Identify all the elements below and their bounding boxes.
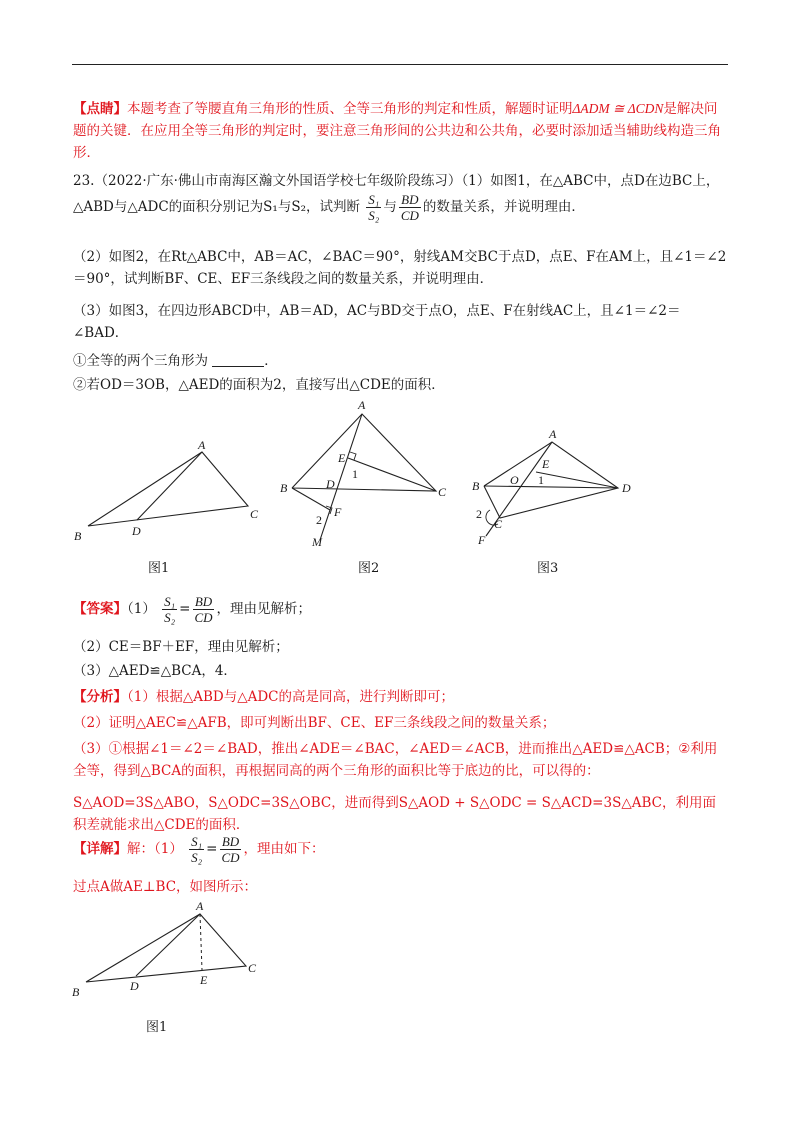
analysis-tag: 【分析】 bbox=[73, 689, 127, 705]
fig4-label-b: B bbox=[72, 985, 80, 999]
figure-1 bbox=[70, 440, 270, 554]
problem-23-part1 bbox=[73, 170, 729, 223]
fig4-segment-ad bbox=[136, 914, 200, 976]
fig3-label-o: O bbox=[510, 473, 519, 487]
detail-line-1: 【详解】解：（1） $\frac{\text{S₁}}{\text{S₂}}$ = $\frac{BD}{CD}$ ，理由如下： bbox=[73, 834, 325, 865]
answer-frac-bd: $\frac{BD}{CD}$ bbox=[194, 594, 213, 625]
figure-1-caption: 图1 bbox=[148, 561, 170, 576]
fig4-label-e: E bbox=[200, 973, 208, 987]
fig3-diagonal-bd bbox=[484, 486, 618, 488]
figure-3-caption: 图3 bbox=[537, 561, 559, 576]
fig2-label-m: M bbox=[312, 535, 322, 549]
fig1-segment-ad bbox=[137, 452, 202, 520]
answer-line-2: （2）CE＝BF＋EF，理由见解析； bbox=[73, 639, 289, 655]
dianjing-text-b: 是解决问题的关键．在应用全等三角形的判定时，要注意三角形间的公共边和公共角，必要时添加适当辅助线构造三角形． bbox=[73, 101, 721, 161]
fig3-angle-2: 2 bbox=[476, 507, 482, 521]
dianjing-text-a: 本题考查了等腰直角三角形的性质、全等三角形的判定和性质，解题时证明 bbox=[127, 101, 573, 117]
figure-2 bbox=[280, 400, 470, 554]
fig2-segment-bf bbox=[292, 488, 330, 510]
fig1-triangle bbox=[88, 452, 248, 526]
analysis-line-4: S△AOD=3S△ABO，S△ODC=3S△OBC，进而得到S△AOD + S△ODC = S△ACD=3S△ABC，利用面积差就能求出△CDE的面积． bbox=[73, 795, 716, 833]
fig3-label-c: C bbox=[494, 517, 503, 531]
fig2-label-f: F bbox=[334, 505, 342, 519]
answer-line-3: （3）△AED≌△BCA，4． bbox=[73, 663, 237, 679]
detail-frac-s: $\frac{\text{S₁}}{\text{S₂}}$ bbox=[191, 834, 203, 865]
fig2-label-a: A bbox=[358, 398, 366, 412]
fig4-altitude-ae bbox=[200, 914, 202, 970]
fig4-label-d: D bbox=[130, 979, 139, 993]
fig3-quadrilateral bbox=[484, 442, 618, 518]
question-2: ②若OD＝3OB，△AED的面积为2，直接写出△CDE的面积． bbox=[73, 377, 445, 393]
fraction-bd-cd: $\frac{BD}{CD}$ bbox=[400, 192, 419, 223]
problem-source: （2022·广东·佛山市南海区瀚文外国语学校七年级阶段练习） bbox=[94, 173, 462, 189]
problem-number: 23. bbox=[73, 173, 95, 189]
fig2-angle-2: 2 bbox=[316, 513, 322, 527]
fig3-label-e: E bbox=[542, 457, 550, 471]
answer-line-1: 【答案】（1） $\frac{\text{S₁}}{\text{S₂}}$ = $\frac{BD}{CD}$ ，理由见解析； bbox=[73, 594, 312, 625]
fig2-label-b: B bbox=[280, 481, 288, 495]
fig4-label-a: A bbox=[196, 899, 204, 913]
answer-tag: 【答案】 bbox=[73, 601, 127, 617]
figure-3 bbox=[470, 428, 650, 552]
fig4-triangle bbox=[86, 914, 246, 982]
fraction-s1-s2: $\frac{\text{S₁}}{\text{S₂}}$ bbox=[368, 192, 380, 223]
fig2-triangle bbox=[292, 414, 436, 491]
part1-text-b: 的数量关系，并说明理由． bbox=[422, 199, 585, 215]
part1-text-a: （1）如图1，在△ABC中，点D在边BC上，△ABD与△ADC的面积分别记为S₁与S₂，试判断 bbox=[73, 173, 720, 215]
fig2-label-e: E bbox=[338, 451, 346, 465]
fig2-label-d: D bbox=[326, 477, 335, 491]
problem-23-part2: （2）如图2，在Rt△ABC中，AB＝AC，∠BAC＝90°，射线AM交BC于点D，点E、F在AM上，且∠1＝∠2＝90°，试判断BF、CE、EF三条线段之间的数量关系，并说明理由． bbox=[73, 249, 727, 287]
fig1-label-d: D bbox=[132, 524, 141, 538]
fig3-angle-1: 1 bbox=[538, 473, 544, 487]
fig2-angle-1: 1 bbox=[352, 467, 358, 481]
question-1: ①全等的两个三角形为 ． bbox=[73, 353, 278, 369]
fig2-segment-ce bbox=[348, 458, 436, 491]
analysis-line-2: （2）证明△AEC≌△AFB，即可判断出BF、CE、EF三条线段之间的数量关系； bbox=[73, 715, 556, 731]
detail-tag: 【详解】 bbox=[73, 841, 127, 857]
fig3-label-d: D bbox=[622, 481, 631, 495]
answer-blank bbox=[212, 352, 264, 367]
analysis-line-3: （3）①根据∠1＝∠2＝∠BAD，推出∠ADE＝∠BAC，∠AED＝∠ACB，进而推出△AED≌△ACB；②利用全等，得到△BCA的面积，再根据同高的两个三角形的面积比等于底边的比，可以得的： bbox=[73, 741, 718, 779]
fig2-label-c: C bbox=[438, 485, 447, 499]
dianjing-paragraph bbox=[73, 98, 729, 164]
fig1-label-c: C bbox=[250, 507, 259, 521]
header-rule bbox=[72, 64, 728, 65]
fig4-label-c: C bbox=[248, 961, 257, 975]
problem-23-part3: （3）如图3，在四边形ABCD中，AB＝AD，AC与BD交于点O，点E、F在射线AC上，且∠1＝∠2＝∠BAD． bbox=[73, 303, 681, 341]
detail-frac-bd: $\frac{BD}{CD}$ bbox=[221, 834, 240, 865]
analysis-line-1: 【分析】（1）根据△ABD与△ADC的高是同高，进行判断即可； bbox=[73, 689, 454, 705]
dianjing-tag: 【点睛】 bbox=[73, 101, 127, 117]
fig3-label-b: B bbox=[472, 479, 480, 493]
fig1-label-a: A bbox=[198, 438, 206, 452]
fig1-label-b: B bbox=[74, 529, 82, 543]
part1-mid: 与 bbox=[383, 199, 397, 215]
figure-4 bbox=[70, 900, 270, 1004]
figure-4-caption: 图1 bbox=[146, 1020, 168, 1035]
fig3-label-a: A bbox=[549, 427, 557, 441]
fig3-label-f: F bbox=[478, 533, 486, 547]
dianjing-formula: ΔADM ≅ ΔCDN bbox=[572, 101, 664, 116]
detail-line-2: 过点A做AE⊥BC，如图所示： bbox=[73, 879, 258, 895]
answer-frac-s: $\frac{\text{S₁}}{\text{S₂}}$ bbox=[164, 594, 176, 625]
figure-2-caption: 图2 bbox=[358, 561, 380, 576]
